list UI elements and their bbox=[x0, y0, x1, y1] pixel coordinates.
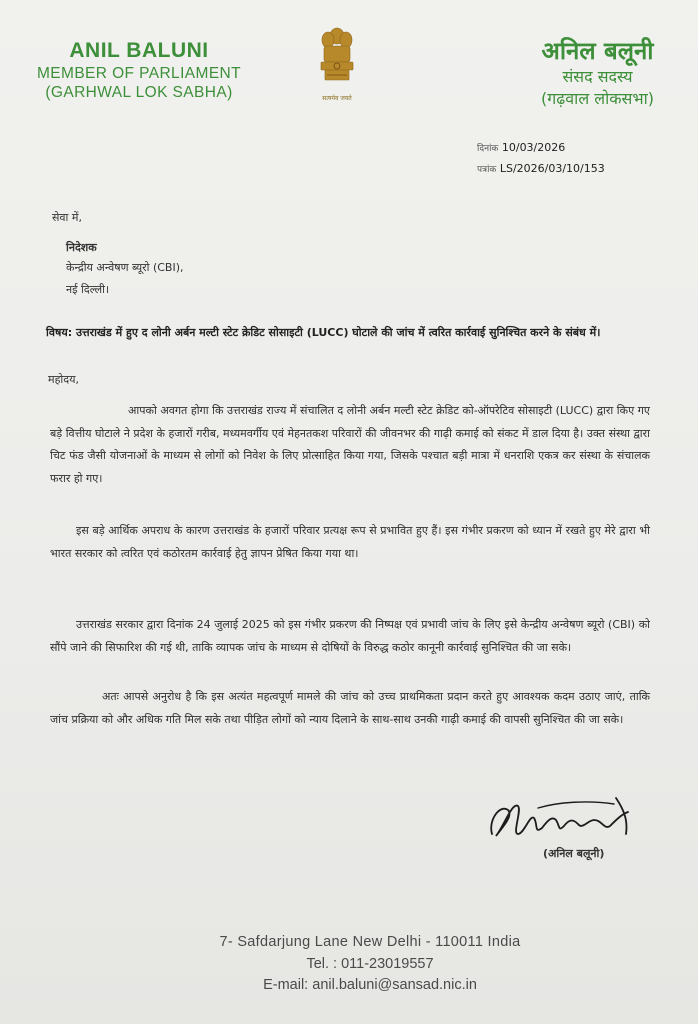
letter-footer bbox=[180, 932, 560, 997]
emblem-motto: सत्यमेव जयते bbox=[322, 95, 352, 102]
date-value: 10/03/2026 bbox=[501, 141, 566, 154]
address-line-3: नई दिल्ली। bbox=[66, 283, 110, 296]
reference-value: LS/2026/03/10/153 bbox=[499, 162, 605, 175]
letter-meta bbox=[477, 138, 605, 180]
mp-designation-english: MEMBER OF PARLIAMENT bbox=[36, 65, 242, 82]
reference-row bbox=[477, 159, 605, 180]
date-label: दिनांक bbox=[477, 144, 499, 154]
reference-label: पत्रांक bbox=[477, 165, 497, 175]
letterhead-hindi bbox=[510, 36, 685, 110]
body-paragraph: आपको अवगत होगा कि उत्तराखंड राज्य में संचालित द लोनी अर्बन मल्टी स्टेट क्रेडिट को-ऑपरेटिव सोसाइटी (LUCC) द्वारा किए गए बड़े वित्तीय घोटाले ने प्रदेश के हजारों गरीब, मध्यमवर्गीय एवं मेहनतकश परिवारों की जीवनभर की गाढ़ी कमाई को संकट में डाल दिया है। उक्त संस्था द्वारा चिट फंड जैसी योजनाओं के माध्यम से लोगों को निवेश के लिए प्रोत्साहित किया गया, जिसके पश्चात बड़ी मात्रा में धनराशि एकत्र कर संस्था के संचालक फरार हो गए। bbox=[50, 404, 650, 485]
body-paragraph: इस बड़े आर्थिक अपराध के कारण उत्तराखंड के हजारों परिवार प्रत्यक्ष रूप से प्रभावित हुए हैं। इस गंभीर प्रकरण को ध्यान में रखते हुए मेरे द्वारा भी भारत सरकार को त्वरित एवं कठोरतम कार्रवाई हेतु ज्ञापन प्रेषित किया गया था। bbox=[50, 524, 650, 560]
footer-telephone bbox=[180, 954, 560, 976]
mp-designation-hindi: संसद सदस्य bbox=[562, 67, 633, 86]
mp-constituency-hindi: (गढ़वाल लोकसभा) bbox=[541, 89, 654, 108]
signatory-name: (अनिल बलूनी) bbox=[543, 847, 605, 860]
letter-subject bbox=[46, 322, 646, 343]
subject-text: उत्तराखंड में हुए द लोनी अर्बन मल्टी स्टेट क्रेडिट सोसाइटी (LUCC) घोटाले की जांच में त्वरित कार्रवाई सुनिश्चित करने के संबंध में। bbox=[75, 326, 601, 339]
address-to: सेवा में, bbox=[52, 211, 82, 224]
footer-address: 7- Safdarjung Lane New Delhi - 110011 India bbox=[219, 934, 521, 950]
body-paragraph: अतः आपसे अनुरोध है कि इस अत्यंत महत्वपूर्ण मामले की जांच को उच्च प्राथमिकता प्रदान करते हुए आवश्यक कदम उठाए जाएं, ताकि जांच प्रक्रिया को और अधिक गति मिल सके तथा पीड़ित लोगों को न्याय दिलाने के साथ-साथ उनकी गाढ़ी कमाई की वापसी सुनिश्चित की जा सके। bbox=[50, 690, 650, 726]
date-row bbox=[477, 138, 605, 159]
handwritten-signature bbox=[478, 790, 648, 850]
address-line-2: केन्द्रीय अन्वेषण ब्यूरो (CBI), bbox=[66, 261, 184, 274]
salutation: महोदय, bbox=[48, 373, 79, 386]
letterhead-english bbox=[14, 38, 264, 102]
email-label: E-mail: bbox=[263, 977, 309, 993]
telephone-label: Tel. : bbox=[306, 955, 338, 972]
mp-name-english: ANIL BALUNI bbox=[69, 39, 209, 62]
national-emblem bbox=[315, 22, 359, 104]
footer-email bbox=[180, 975, 560, 997]
email-value[interactable]: anil.baluni@sansad.nic.in bbox=[312, 977, 477, 993]
lion-capital-icon bbox=[315, 22, 359, 94]
body-paragraph: उत्तराखंड सरकार द्वारा दिनांक 24 जुलाई 2025 को इस गंभीर प्रकरण की निष्पक्ष एवं प्रभावी जांच के लिए इसे केन्द्रीय अन्वेषण ब्यूरो (CBI) को सौंपे जाने की सिफारिश की गई थी, ताकि व्यापक जांच के माध्यम से दोषियों के विरुद्ध कठोर कानूनी कार्रवाई सुनिश्चित की जा सके। bbox=[50, 618, 650, 654]
address-line-1: निदेशक bbox=[66, 241, 97, 254]
subject-label: विषय: bbox=[46, 326, 73, 339]
mp-name-hindi: अनिल बलूनी bbox=[541, 37, 654, 65]
telephone-value: 011-23019557 bbox=[341, 955, 434, 972]
mp-constituency-english: (GARHWAL LOK SABHA) bbox=[45, 84, 233, 101]
